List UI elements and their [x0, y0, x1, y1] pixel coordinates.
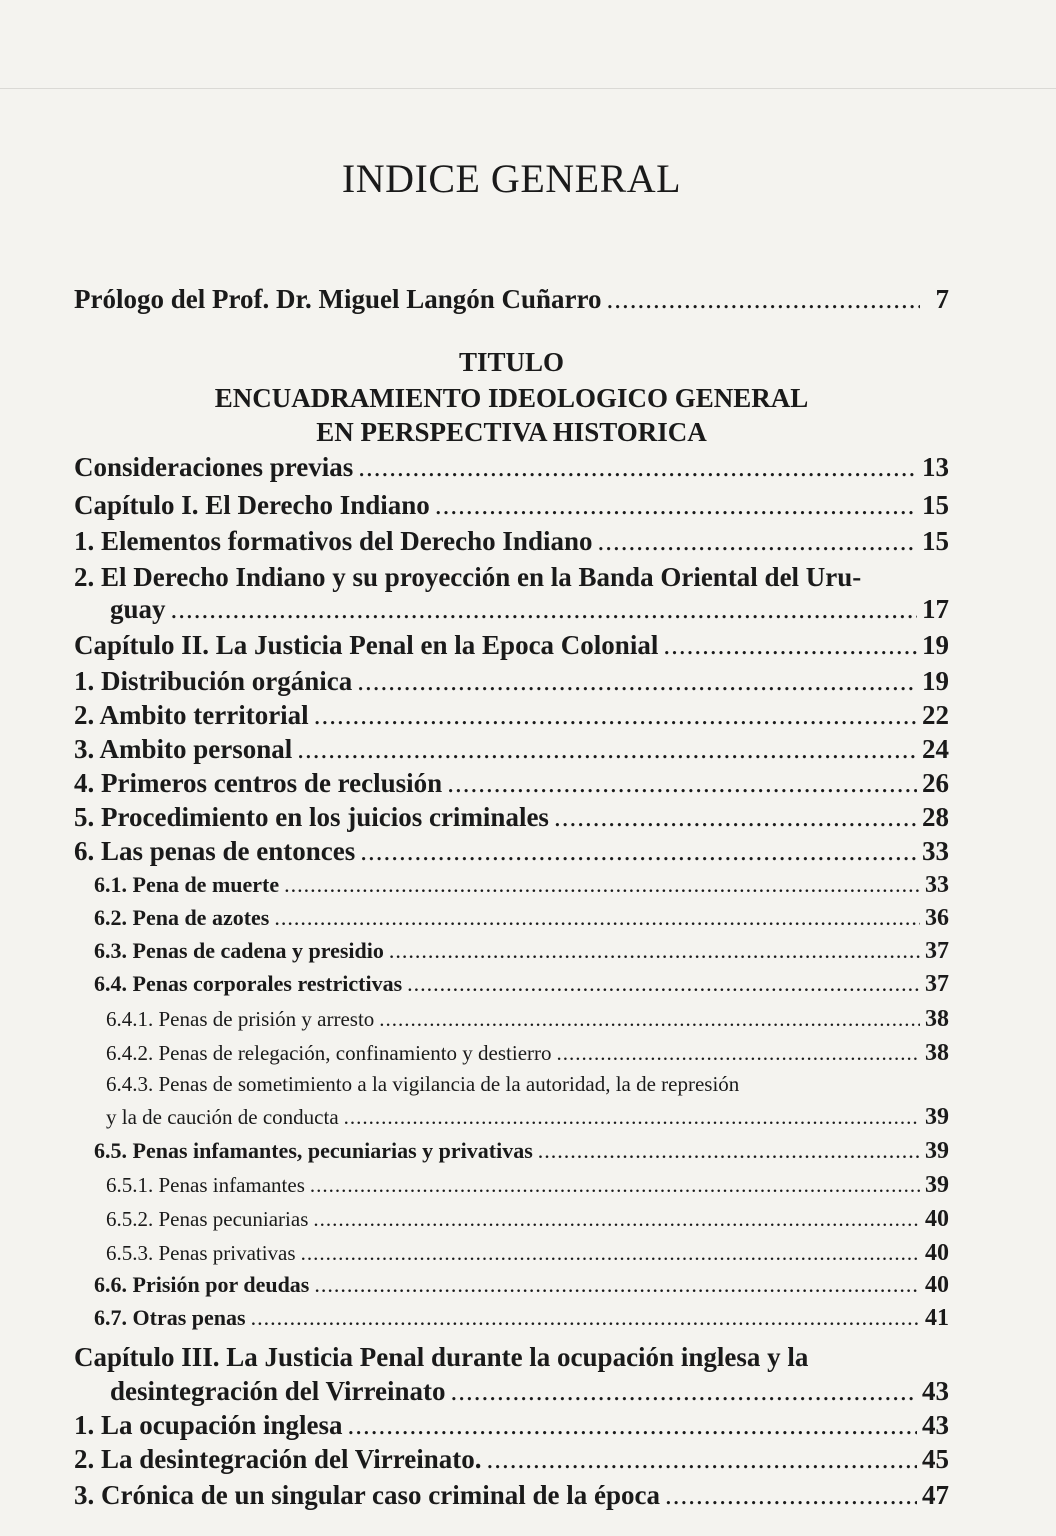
toc-page-number: 19 [922, 630, 949, 660]
toc-entry-text-line-1: 6.4.3. Penas de sometimiento a la vigilancia de la autoridad, la de represión [106, 1072, 740, 1096]
page-title: INDICE GENERAL [341, 156, 682, 201]
toc-page-number: 37 [925, 971, 949, 997]
toc-page-number: 38 [925, 1040, 949, 1066]
toc-leader-dots [554, 802, 917, 833]
toc-entry-text: 1. Distribución orgánica [74, 666, 353, 696]
toc-entry [74, 872, 949, 899]
toc-page-number: 39 [925, 1172, 949, 1198]
toc-entry [74, 836, 949, 867]
toc-entry-text: 6.4.1. Penas de prisión y arresto [106, 1007, 375, 1031]
toc-entry [74, 452, 949, 483]
toc-entry-prologo [74, 284, 949, 315]
toc-entry-text: Capítulo II. La Justicia Penal en la Epoca Colonial [74, 630, 659, 660]
toc-entry [74, 971, 949, 998]
toc-page-number: 40 [925, 1206, 949, 1232]
toc-page-number: 39 [925, 1138, 949, 1164]
toc-leader-dots [348, 1410, 917, 1441]
toc-entry [74, 1305, 949, 1332]
toc-entry-text: 1. La ocupación inglesa [74, 1410, 343, 1440]
toc-leader-dots [663, 630, 917, 661]
toc-entry-text: y la de caución de conducta [106, 1105, 339, 1129]
toc-leader-dots [557, 1041, 920, 1066]
toc-entry [74, 1410, 949, 1441]
toc-entry-text: 6.5.2. Penas pecuniarias [106, 1207, 309, 1231]
toc-page-number: 7 [935, 284, 949, 314]
toc-page-number: 40 [925, 1272, 949, 1298]
toc-entry [74, 1040, 949, 1067]
toc-leader-dots [450, 1376, 917, 1407]
toc-entry [74, 666, 949, 697]
toc-entry [74, 630, 949, 661]
toc-entry-text: 6.1. Pena de muerte [94, 872, 280, 897]
toc-entry-text: 6.5.3. Penas privativas [106, 1241, 296, 1265]
toc-entry-text: 6.6. Prisión por deudas [94, 1272, 310, 1297]
toc-entry [74, 1172, 949, 1199]
toc-entry-text: 2. Ambito territorial [74, 700, 309, 730]
toc-entry [74, 1138, 949, 1165]
toc-entry-text: guay [110, 594, 166, 624]
toc-entry-text: 6.7. Otras penas [94, 1305, 246, 1330]
toc-page-number: 40 [925, 1240, 949, 1266]
toc-entry [74, 1480, 949, 1511]
toc-entry [74, 734, 949, 765]
toc-leader-dots [297, 734, 917, 765]
toc-entry-text: Capítulo I. El Derecho Indiano [74, 490, 430, 520]
toc-entry-text: 2. La desintegración del Virreinato. [74, 1444, 482, 1474]
toc-entry-text-line-1: 2. El Derecho Indiano y su proyección en la Banda Oriental del Uru- [74, 562, 862, 592]
toc-leader-dots [313, 1207, 920, 1232]
toc-entry [74, 1272, 949, 1299]
toc-leader-dots [435, 490, 917, 521]
toc-page-number: 39 [925, 1104, 949, 1130]
toc-page-number: 24 [922, 734, 949, 764]
toc-leader-dots [310, 1173, 920, 1198]
toc-entry-text: 6.4. Penas corporales restrictivas [94, 971, 403, 996]
toc-entry [74, 490, 949, 521]
toc-leader-dots [358, 452, 917, 483]
toc-leader-dots [665, 1480, 917, 1511]
toc-page-number: 38 [925, 1006, 949, 1032]
toc-page-number: 19 [922, 666, 949, 696]
toc-entry-text: 5. Procedimiento en los juicios criminales [74, 802, 549, 832]
toc-page-number: 15 [922, 526, 949, 556]
toc-entry [74, 802, 949, 833]
toc-entry [74, 1376, 949, 1407]
toc-entry-text: 6.5. Penas infamantes, pecuniarias y privativas [94, 1138, 533, 1163]
toc-entry-text: Prólogo del Prof. Dr. Miguel Langón Cuñarro [74, 284, 602, 314]
toc-entry-text: 1. Elementos formativos del Derecho Indiano [74, 526, 593, 556]
toc-leader-dots [171, 594, 917, 625]
toc-entry-text: Consideraciones previas [74, 452, 354, 482]
toc-page-number: 15 [922, 490, 949, 520]
toc-entry [74, 594, 949, 625]
toc-entry [74, 1206, 949, 1233]
toc-leader-dots [274, 905, 920, 931]
toc-leader-dots [447, 768, 917, 799]
toc-entry [74, 1240, 949, 1267]
toc-page-number: 17 [922, 594, 949, 624]
toc-leader-dots [251, 1305, 920, 1331]
toc-page-number: 47 [922, 1480, 949, 1510]
toc-entry-text: 6.2. Pena de azotes [94, 905, 270, 930]
toc-entry-text: 6. Las penas de entonces [74, 836, 356, 866]
toc-entry-text: 6.4.2. Penas de relegación, confinamiento y destierro [106, 1041, 552, 1065]
toc-entry-text: desintegración del Virreinato [110, 1376, 446, 1406]
toc-page-number: 28 [922, 802, 949, 832]
toc-entry-text: 3. Ambito personal [74, 734, 293, 764]
toc-leader-dots [344, 1105, 920, 1130]
toc-leader-dots [379, 1007, 920, 1032]
toc-entry [74, 938, 949, 965]
toc-page-number: 13 [922, 452, 949, 482]
toc-entry-text: 3. Crónica de un singular caso criminal de la época [74, 1480, 661, 1510]
toc-leader-dots [284, 872, 920, 898]
toc-page-number: 33 [925, 872, 949, 898]
section-heading-titulo: TITULO [458, 347, 565, 377]
toc-entry [74, 1006, 949, 1033]
toc-leader-dots [301, 1241, 920, 1266]
toc-page-number: 22 [922, 700, 949, 730]
toc-leader-dots [314, 1272, 920, 1298]
toc-page-number: 43 [922, 1376, 949, 1406]
toc-entry-text: 6.5.1. Penas infamantes [106, 1173, 305, 1197]
toc-entry [74, 1104, 949, 1131]
toc-leader-dots [538, 1138, 920, 1164]
toc-entry [74, 768, 949, 799]
toc-entry-text-line-1: Capítulo III. La Justicia Penal durante la ocupación inglesa y la [74, 1342, 809, 1372]
toc-leader-dots [486, 1444, 917, 1475]
section-heading-line-3: EN PERSPECTIVA HISTORICA [316, 417, 707, 447]
toc-leader-dots [360, 836, 917, 867]
toc-page-number: 41 [925, 1305, 949, 1331]
toc-entry [74, 526, 949, 557]
toc-entry [74, 1444, 949, 1475]
toc-page-number: 26 [922, 768, 949, 798]
toc-leader-dots [389, 938, 920, 964]
toc-leader-dots [357, 666, 917, 697]
section-heading-line-2: ENCUADRAMIENTO IDEOLOGICO GENERAL [214, 383, 809, 413]
toc-page-number: 36 [925, 905, 949, 931]
toc-leader-dots [407, 971, 920, 997]
toc-page-number: 45 [922, 1444, 949, 1474]
toc-page-number: 37 [925, 938, 949, 964]
toc-entry [74, 700, 949, 731]
toc-entry-text: 6.3. Penas de cadena y presidio [94, 938, 384, 963]
toc-entry [74, 905, 949, 932]
toc-page-number: 33 [922, 836, 949, 866]
toc-entry-text: 4. Primeros centros de reclusión [74, 768, 443, 798]
toc-page-number: 43 [922, 1410, 949, 1440]
toc-leader-dots [607, 284, 920, 315]
toc-leader-dots [314, 700, 917, 731]
toc-leader-dots [597, 526, 917, 557]
